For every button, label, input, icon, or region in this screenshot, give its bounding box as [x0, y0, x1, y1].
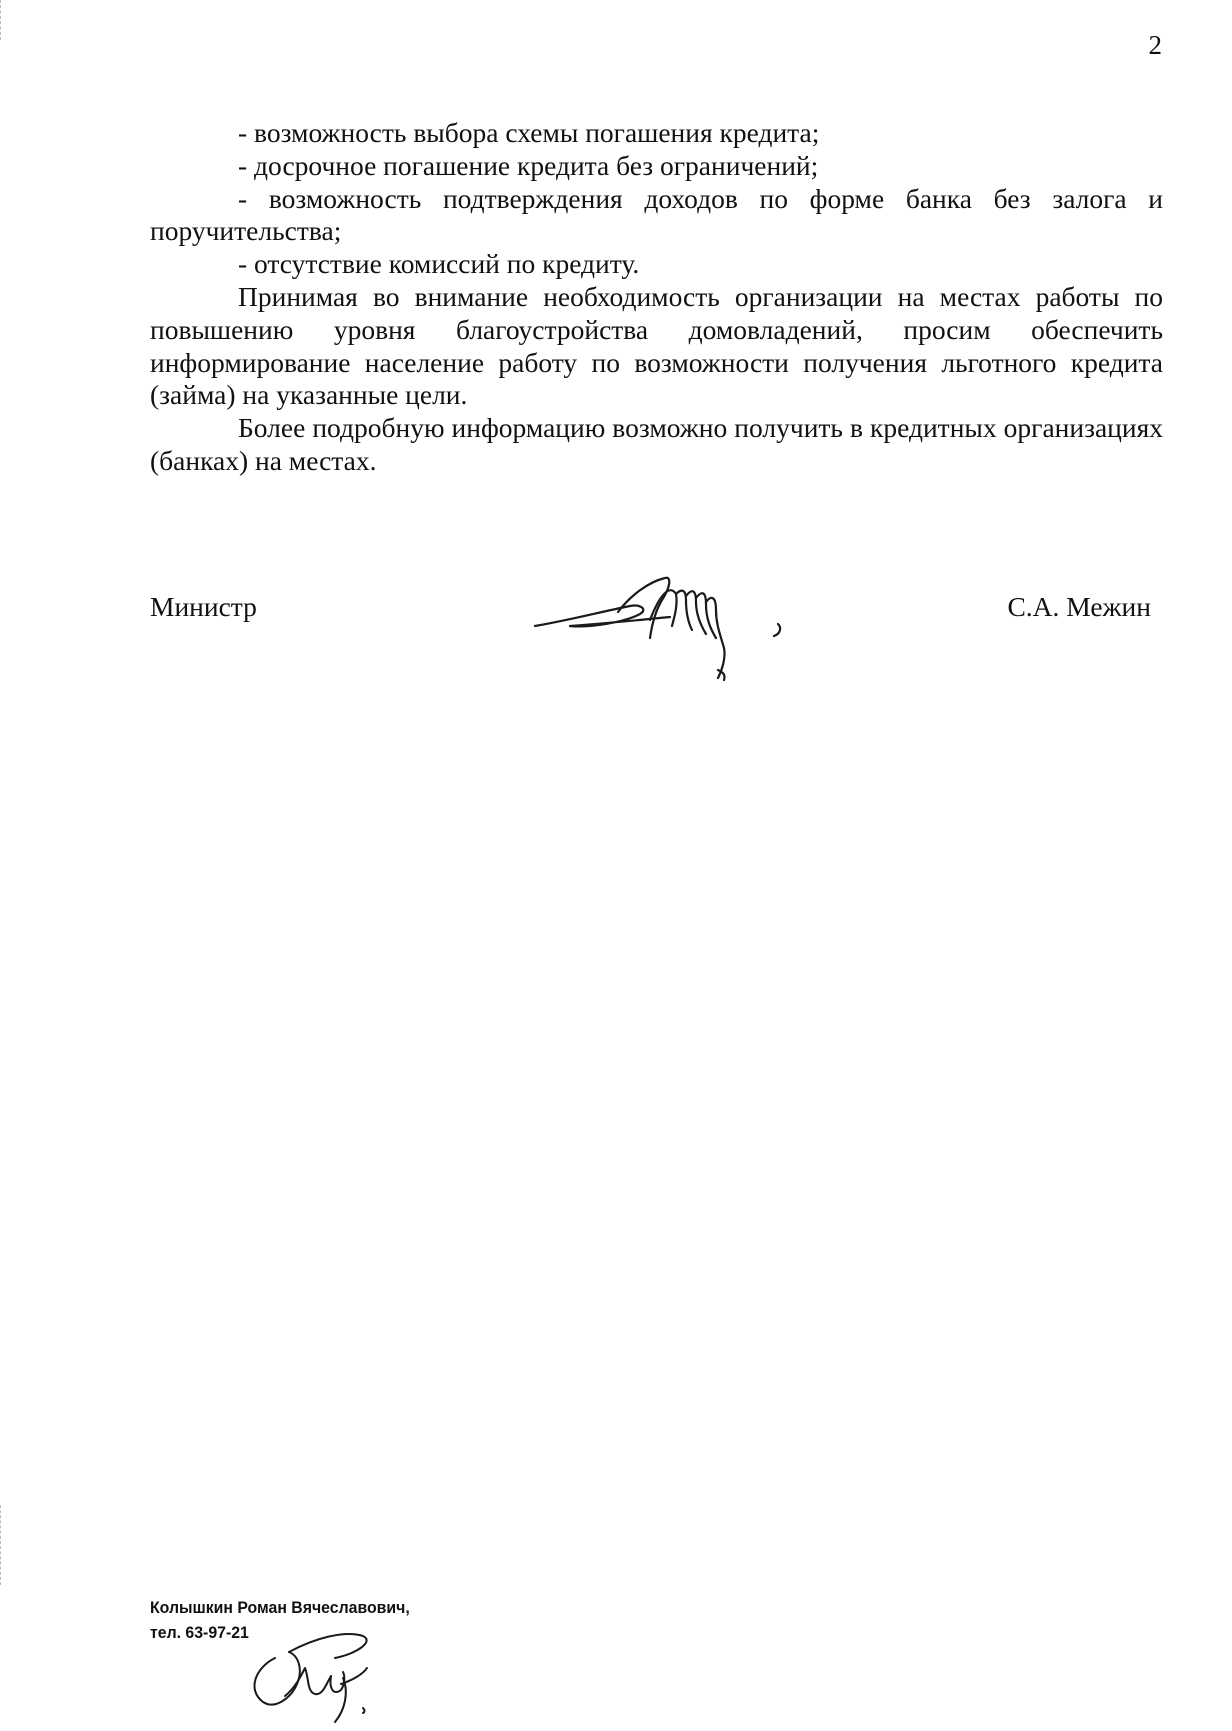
- bullet-early-repayment: - досрочное погашение кредита без ограничений;: [238, 149, 819, 181]
- bullet-no-commissions: - отсутствие комиссий по кредиту.: [238, 248, 640, 280]
- scan-margin-mark-bottom: [0, 1505, 3, 1585]
- paragraph-request: Принимая во внимание необходимость организации на местах работы по повышению уровня благоустройства домовладений, просим обеспечить информирование население работу по возможности получения льготного кредита (займа) на указанные цели.: [150, 280, 1163, 411]
- initials-signature-icon: [245, 1618, 385, 1728]
- bullet-income-confirmation: - возможность подтверждения доходов по форме банка без залога и поручительства;: [150, 182, 1163, 247]
- letter-body: [150, 117, 1163, 478]
- paragraph-more-info: Более подробную информацию возможно получить в кредитных организациях (банках) на местах.: [150, 412, 1163, 476]
- signature-block: [150, 584, 1163, 704]
- bullet-repayment-scheme: - возможность выбора схемы погашения кредита;: [238, 117, 820, 148]
- minister-signature-icon: [530, 554, 830, 684]
- contact-phone: тел. 63-97-21: [150, 1624, 249, 1642]
- signer-title: Министр: [150, 591, 257, 622]
- page-number: 2: [1148, 30, 1162, 60]
- scan-margin-mark-top: [0, 0, 3, 40]
- signer-name: С.А. Межин: [1007, 591, 1151, 622]
- contact-name: Колышкин Роман Вячеславович,: [150, 1599, 410, 1617]
